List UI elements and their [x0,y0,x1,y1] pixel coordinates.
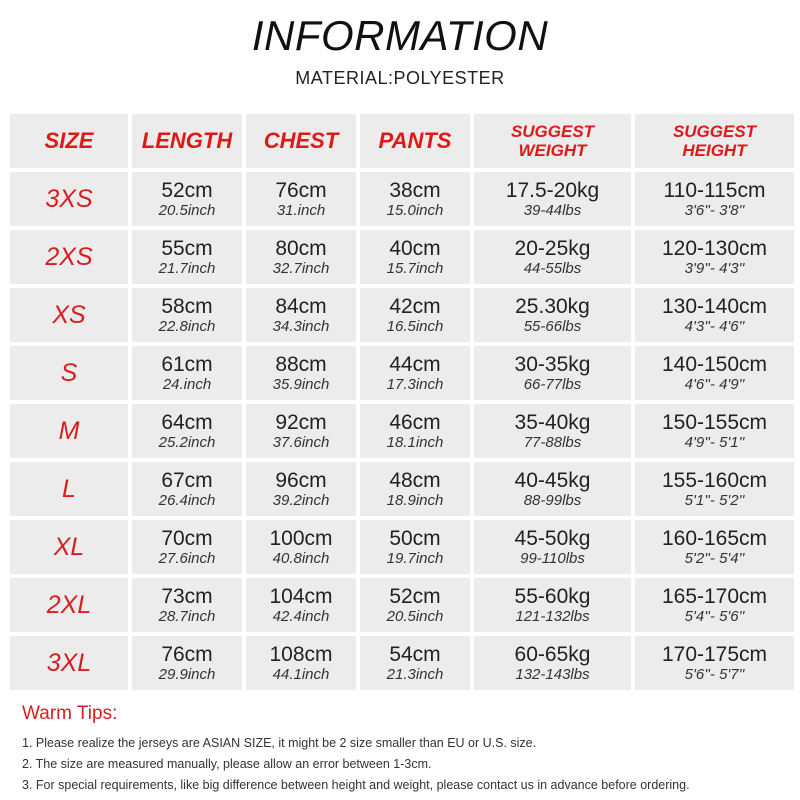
height-cell [635,346,794,400]
size-cell: 3XL [10,636,128,690]
weight-cell-converted: 99-110lbs [520,550,585,567]
height-cell-value: 110-115cm [663,179,766,202]
chest-cell [246,288,356,342]
header-weight-line1: SUGGEST [510,122,595,141]
chest-cell [246,404,356,458]
length-cell [132,404,242,458]
chest-cell [246,462,356,516]
height-cell-converted: 5'4''- 5'6'' [684,608,745,625]
length-cell [132,578,242,632]
pants-cell-value: 40cm [389,237,441,260]
pants-cell [360,578,470,632]
tip-item: 2. The size are measured manually, please allow an error between 1-3cm. [22,757,432,771]
length-cell [132,288,242,342]
pants-cell-value: 50cm [389,527,441,550]
size-cell: XS [10,288,128,342]
pants-cell-value: 52cm [389,585,441,608]
weight-cell [474,520,631,574]
weight-cell-value: 17.5-20kg [505,179,600,202]
length-cell-converted: 28.7inch [158,608,216,625]
header-suggest-height [635,114,794,168]
size-cell: 2XL [10,578,128,632]
chest-cell [246,172,356,226]
chest-cell-converted: 44.1inch [272,666,330,683]
height-cell-converted: 3'9''- 4'3'' [684,260,745,277]
header-height-line2: HEIGHT [682,141,747,160]
height-cell-value: 150-155cm [661,411,768,434]
chest-cell [246,520,356,574]
pants-cell-value: 42cm [389,295,441,318]
size-cell: S [10,346,128,400]
length-cell-converted: 25.2inch [158,434,216,451]
warm-tips-list [22,733,792,796]
pants-cell-converted: 20.5inch [386,608,444,625]
length-cell-value: 58cm [161,295,213,318]
pants-cell-converted: 15.7inch [386,260,444,277]
weight-cell [474,578,631,632]
chest-cell-converted: 35.9inch [272,376,330,393]
height-cell [635,288,794,342]
length-cell-value: 64cm [161,411,213,434]
tip-item: 3. For special requirements, like big difference between height and weight, please contact us in advance before ordering. [22,778,690,792]
pants-cell [360,346,470,400]
weight-cell-value: 60-65kg [514,643,591,666]
height-cell [635,578,794,632]
chest-cell-converted: 34.3inch [272,318,330,335]
length-cell-value: 76cm [161,643,213,666]
weight-cell-value: 35-40kg [514,411,591,434]
chest-cell [246,636,356,690]
height-cell-value: 155-160cm [661,469,768,492]
height-cell-converted: 5'1''- 5'2'' [684,492,745,509]
height-cell [635,230,794,284]
material-subtitle: MATERIAL:POLYESTER [295,68,505,88]
pants-cell-value: 48cm [389,469,441,492]
chest-cell [246,230,356,284]
length-cell-converted: 29.9inch [158,666,216,683]
length-cell-converted: 20.5inch [158,202,216,219]
weight-cell-value: 45-50kg [514,527,591,550]
size-cell: XL [10,520,128,574]
pants-cell-converted: 16.5inch [386,318,444,335]
page-title: INFORMATION [251,12,549,59]
weight-cell [474,462,631,516]
length-cell [132,172,242,226]
pants-cell [360,462,470,516]
length-cell [132,462,242,516]
length-cell-value: 67cm [161,469,213,492]
header-pants: PANTS [360,114,470,168]
chest-cell [246,578,356,632]
pants-cell-value: 38cm [389,179,441,202]
pants-cell-value: 46cm [389,411,441,434]
chest-cell-value: 100cm [269,527,333,550]
length-cell-converted: 24.inch [162,376,212,393]
weight-cell-converted: 39-44lbs [523,202,582,219]
pants-cell-converted: 15.0inch [386,202,444,219]
height-cell [635,636,794,690]
chest-cell-value: 96cm [275,469,327,492]
chest-cell-converted: 32.7inch [272,260,330,277]
height-cell-value: 120-130cm [661,237,768,260]
warm-tips-title: Warm Tips: [22,703,118,724]
chest-cell-value: 104cm [269,585,333,608]
length-cell-value: 70cm [161,527,213,550]
chest-cell-converted: 40.8inch [272,550,330,567]
height-cell-converted: 4'9''- 5'1'' [684,434,745,451]
chest-cell-converted: 39.2inch [272,492,330,509]
weight-cell-value: 40-45kg [514,469,591,492]
height-cell-converted: 5'2''- 5'4'' [684,550,745,567]
pants-cell [360,172,470,226]
height-cell [635,462,794,516]
weight-cell-converted: 55-66lbs [523,318,582,335]
weight-cell-value: 30-35kg [514,353,591,376]
pants-cell-converted: 19.7inch [386,550,444,567]
chest-cell [246,346,356,400]
pants-cell-converted: 18.9inch [386,492,444,509]
length-cell-value: 52cm [161,179,213,202]
pants-cell-value: 44cm [389,353,441,376]
weight-cell-value: 25.30kg [515,295,590,318]
chest-cell-value: 76cm [275,179,327,202]
weight-cell [474,172,631,226]
pants-cell [360,636,470,690]
pants-cell [360,288,470,342]
header-suggest-weight [474,114,631,168]
pants-cell [360,230,470,284]
length-cell-converted: 26.4inch [158,492,216,509]
pants-cell-value: 54cm [389,643,441,666]
weight-cell-converted: 77-88lbs [523,434,582,451]
height-cell [635,520,794,574]
pants-cell-converted: 17.3inch [386,376,444,393]
chest-cell-value: 108cm [269,643,333,666]
header-weight-line2: WEIGHT [518,141,587,160]
weight-cell [474,346,631,400]
header-chest: CHEST [246,114,356,168]
weight-cell [474,404,631,458]
chest-cell-value: 88cm [275,353,327,376]
height-cell [635,172,794,226]
height-cell-converted: 5'6''- 5'7'' [684,666,745,683]
height-cell-converted: 3'6''- 3'8'' [684,202,745,219]
length-cell [132,636,242,690]
height-cell-value: 170-175cm [661,643,768,666]
chest-cell-converted: 31.inch [276,202,326,219]
weight-cell-converted: 88-99lbs [523,492,582,509]
weight-cell [474,636,631,690]
chest-cell-value: 92cm [275,411,327,434]
header-length: LENGTH [132,114,242,168]
chest-cell-converted: 42.4inch [272,608,330,625]
chest-cell-value: 84cm [275,295,327,318]
weight-cell-converted: 66-77lbs [523,376,582,393]
height-cell-value: 140-150cm [661,353,768,376]
length-cell [132,346,242,400]
weight-cell-value: 55-60kg [514,585,591,608]
pants-cell-converted: 21.3inch [386,666,444,683]
pants-cell-converted: 18.1inch [386,434,444,451]
pants-cell [360,404,470,458]
length-cell-value: 55cm [161,237,213,260]
length-cell [132,230,242,284]
header-height-line1: SUGGEST [672,122,757,141]
header-size: SIZE [10,114,128,168]
pants-cell [360,520,470,574]
weight-cell-value: 20-25kg [514,237,591,260]
size-cell: L [10,462,128,516]
length-cell-converted: 21.7inch [158,260,216,277]
height-cell-converted: 4'6''- 4'9'' [684,376,745,393]
size-cell: 2XS [10,230,128,284]
weight-cell [474,288,631,342]
size-cell: M [10,404,128,458]
length-cell-converted: 22.8inch [158,318,216,335]
weight-cell-converted: 44-55lbs [523,260,582,277]
size-chart-table [10,114,790,690]
length-cell-value: 73cm [161,585,213,608]
chest-cell-converted: 37.6inch [272,434,330,451]
weight-cell-converted: 121-132lbs [515,608,590,625]
height-cell [635,404,794,458]
size-cell: 3XS [10,172,128,226]
chest-cell-value: 80cm [275,237,327,260]
length-cell-value: 61cm [161,353,213,376]
length-cell-converted: 27.6inch [158,550,216,567]
height-cell-value: 165-170cm [661,585,768,608]
height-cell-value: 160-165cm [661,527,768,550]
weight-cell [474,230,631,284]
height-cell-converted: 4'3''- 4'6'' [684,318,745,335]
length-cell [132,520,242,574]
height-cell-value: 130-140cm [661,295,768,318]
tip-item: 1. Please realize the jerseys are ASIAN SIZE, it might be 2 size smaller than EU or U.S. size. [22,736,537,750]
weight-cell-converted: 132-143lbs [515,666,590,683]
